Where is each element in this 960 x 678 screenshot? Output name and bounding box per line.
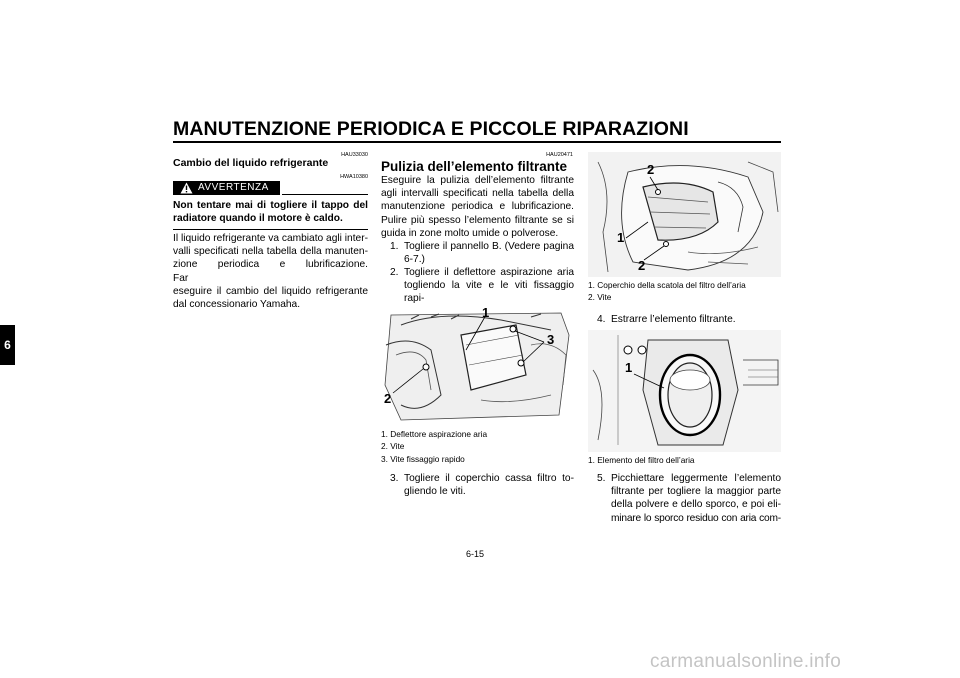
caption: 3. Vite fissaggio rapido xyxy=(381,453,465,464)
step-1-num: 1. xyxy=(390,241,399,252)
figure-filter-element xyxy=(588,330,781,452)
figure-air-deflector xyxy=(381,305,574,425)
intro-line: manutenzione periodica e lubrificazione. xyxy=(381,201,574,213)
figure-captions xyxy=(588,454,695,466)
caption: 2. Vite xyxy=(381,441,405,452)
chapter-number: 6 xyxy=(4,338,11,352)
figure-filter-cover xyxy=(588,152,781,277)
caption: 2. Vite xyxy=(588,292,612,303)
coolant-body xyxy=(173,232,368,311)
air-deflector-drawing xyxy=(381,305,574,425)
intro-line: guida in zone molto umide o polverose. xyxy=(381,227,559,239)
section-heading: Pulizia dell’elemento filtrante xyxy=(381,159,568,174)
intro-line: Pulire più spesso l’elemento filtrante se si xyxy=(381,214,574,226)
intro-line: agli intervalli specificati nella tabella della xyxy=(381,188,574,200)
warning-code: HWA10380 xyxy=(340,174,368,180)
step-3-text xyxy=(404,472,574,498)
intro-line: Eseguire la pulizia dell’elemento filtrante xyxy=(381,175,574,186)
body-line: eseguire il cambio del liquido refrigerante xyxy=(173,285,368,297)
warning-label: AVVERTENZA xyxy=(198,182,269,193)
step-line: minare lo sporco residuo con aria com- xyxy=(611,512,781,524)
caption: 1. Elemento del filtro dell’aria xyxy=(588,455,695,465)
step-3-num: 3. xyxy=(390,473,399,484)
section-code: HAU33030 xyxy=(341,152,368,158)
filter-element-drawing xyxy=(588,330,781,452)
step-line: gliendo le viti. xyxy=(404,486,466,498)
warning-text xyxy=(173,199,368,225)
step-line: della polvere e dello sporco, e poi eli- xyxy=(611,499,781,511)
header-rule xyxy=(173,141,781,143)
figure-callout: 1 xyxy=(617,230,625,245)
step-line: filtrante per togliere la maggior parte xyxy=(611,486,781,498)
warning-rule-top xyxy=(282,194,368,195)
step-4-num: 4. xyxy=(597,314,606,325)
step-line: 6-7.) xyxy=(404,254,425,266)
warning-line: radiatore quando il motore è caldo. xyxy=(173,213,343,225)
watermark: carmanualsonline.info xyxy=(650,651,842,672)
step-line: Picchiettare leggermente l’elemento xyxy=(611,473,781,484)
figure-captions xyxy=(381,428,487,465)
step-line: togliendo la vite e le viti fissaggio rapi- xyxy=(404,280,574,305)
section-heading: Cambio del liquido refrigerante xyxy=(173,157,329,169)
figure-callout: 2 xyxy=(638,258,646,273)
warning-line: Non tentare mai di togliere il tappo del xyxy=(173,200,368,211)
step-4-text: Estrarre l’elemento filtrante. xyxy=(611,314,736,325)
step-2-num: 2. xyxy=(390,267,399,278)
figure-callout: 3 xyxy=(547,332,555,347)
caption: 1. Deflettore aspirazione aria xyxy=(381,429,488,439)
figure-captions xyxy=(588,279,746,304)
filter-cover-drawing xyxy=(588,152,781,277)
warning-rule-bottom xyxy=(173,229,368,230)
body-line: dal concessionario Yamaha. xyxy=(173,299,301,311)
step-5-text xyxy=(611,472,781,525)
filter-intro xyxy=(381,174,574,240)
warning-triangle-icon xyxy=(180,182,193,194)
warning-banner xyxy=(173,181,280,195)
caption: 1. Coperchio della scatola del filtro dell’aria xyxy=(588,280,746,290)
figure-callout: 2 xyxy=(384,391,392,406)
step-line: Togliere il coperchio cassa filtro to- xyxy=(404,473,574,484)
figure-callout: 2 xyxy=(647,162,655,177)
body-line: Il liquido refrigerante va cambiato agli inter- xyxy=(173,233,368,244)
figure-callout: 1 xyxy=(482,305,490,320)
step-5-num: 5. xyxy=(597,473,606,484)
section-code: HAU20471 xyxy=(546,152,573,158)
page-title: MANUTENZIONE PERIODICA E PICCOLE RIPARAZIONI xyxy=(173,118,689,140)
body-line: zione periodica e lubrificazione. Far xyxy=(173,259,368,284)
step-line: Togliere il pannello B. (Vedere pagina xyxy=(404,241,574,252)
step-1-text xyxy=(404,240,574,266)
body-line: valli specificati nella tabella della manuten- xyxy=(173,246,368,258)
page-number: 6-15 xyxy=(466,549,485,559)
figure-callout: 1 xyxy=(625,360,633,375)
step-line: Togliere il deflettore aspirazione aria xyxy=(404,267,574,278)
